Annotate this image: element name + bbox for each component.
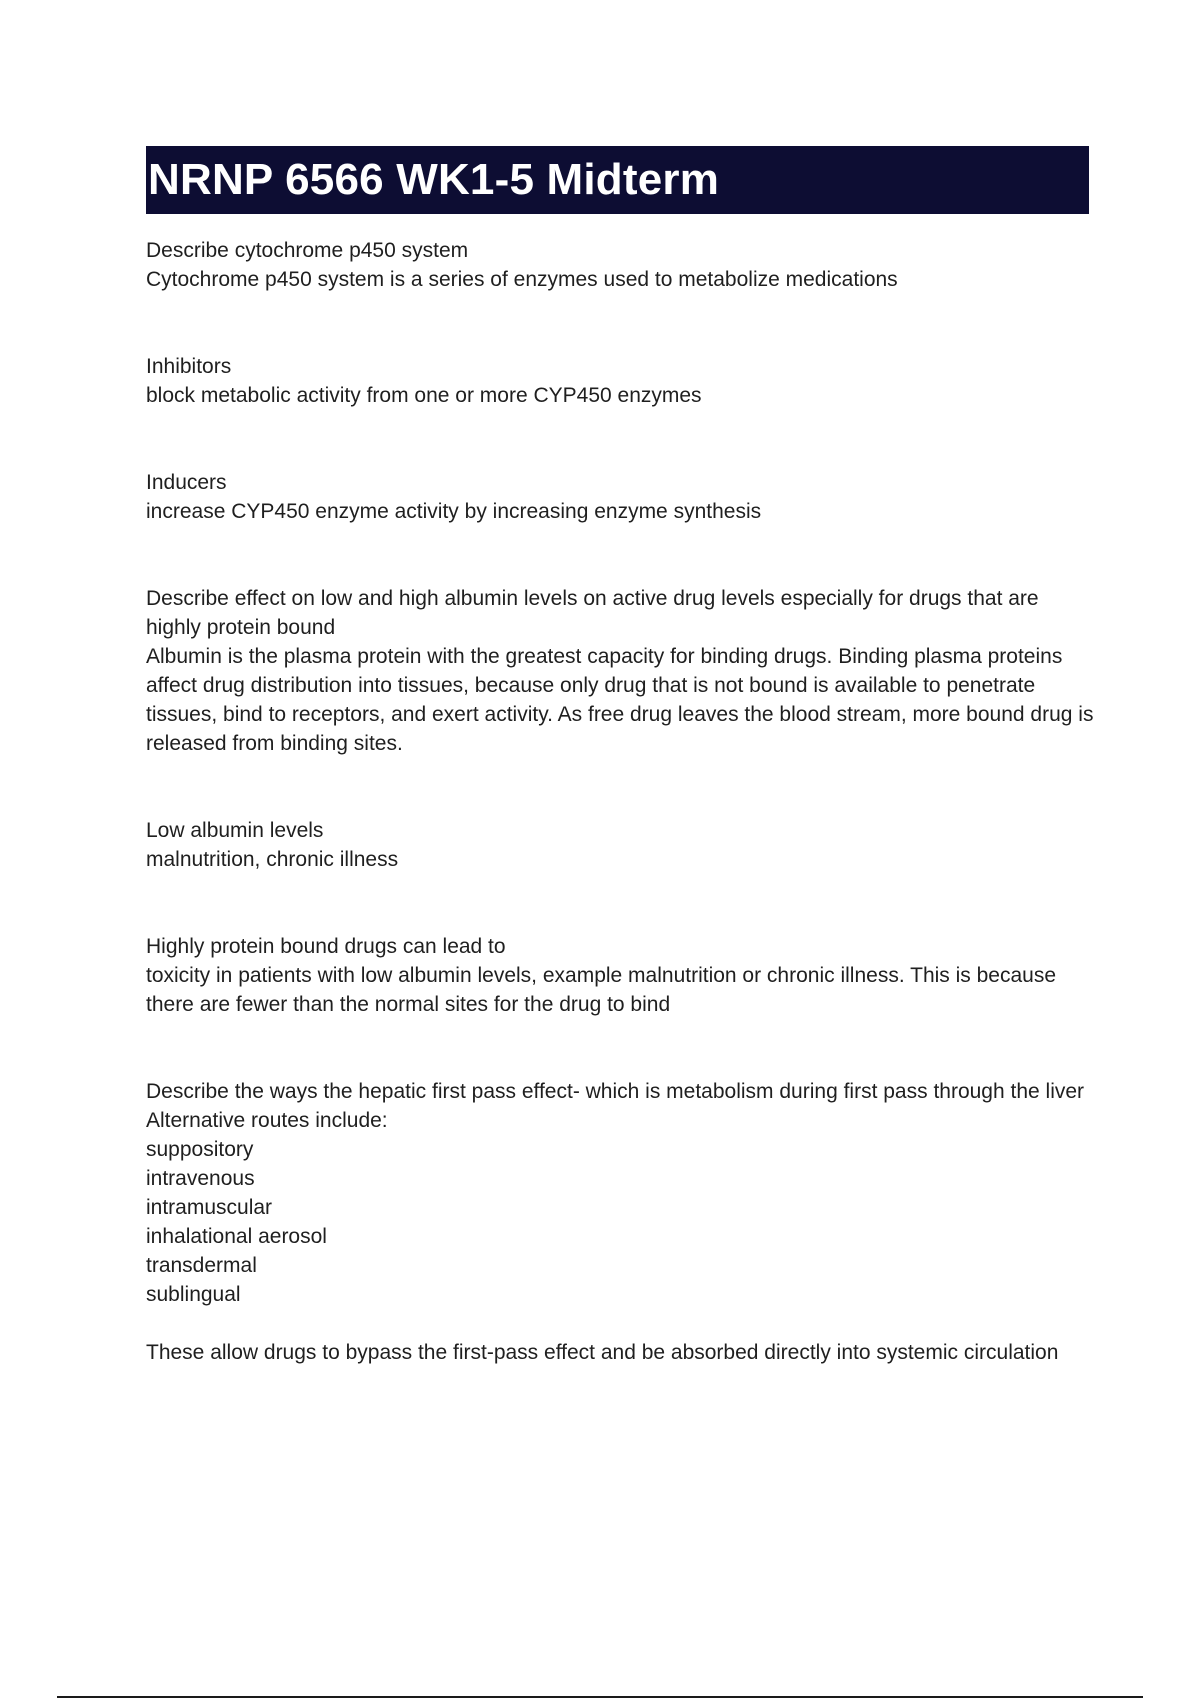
list-item: inhalational aerosol [146,1225,327,1248]
route-list [146,1135,1096,1309]
card-answer-intro: Alternative routes include: [146,1109,388,1132]
list-item: sublingual [146,1283,241,1306]
card-answer: toxicity in patients with low albumin levels, example malnutrition or chronic illness. This is because there are fewer than the normal sites for the drug to bind [146,964,1057,1016]
card-question: Describe the ways the hepatic first pass effect- which is metabolism during first pass through the liver [146,1080,1085,1103]
flashcard [146,352,1096,410]
card-question: Describe effect on low and high albumin levels on active drug levels especially for drugs that are highly protein bound [146,587,1039,639]
flashcard [146,236,1096,294]
footer-divider [57,1696,1143,1698]
title-banner [146,146,1089,214]
list-item: intramuscular [146,1196,273,1219]
card-question: Low albumin levels [146,819,324,842]
flashcard [146,1077,1096,1367]
card-answer: increase CYP450 enzyme activity by increasing enzyme synthesis [146,500,762,523]
page-title: NRNP 6566 WK1-5 Midterm [148,155,720,204]
list-item: transdermal [146,1254,257,1277]
list-item: intravenous [146,1167,255,1190]
card-question: Highly protein bound drugs can lead to [146,935,506,958]
flashcard [146,816,1096,874]
card-question: Describe cytochrome p450 system [146,239,469,262]
card-answer-outro: These allow drugs to bypass the first-pass effect and be absorbed directly into systemic circulation [146,1341,1059,1364]
card-answer: Albumin is the plasma protein with the greatest capacity for binding drugs. Binding plasma proteins affect drug distribution into tissues, because only drug that is not bound is available to penetrate tissues, bind to receptors, and exert activity. As free drug leaves the blood stream, more bound drug is released from binding sites. [146,645,1094,755]
card-question: Inhibitors [146,355,232,378]
spacer [146,1309,1096,1338]
card-answer: Cytochrome p450 system is a series of enzymes used to metabolize medications [146,268,898,291]
flashcard [146,932,1096,1019]
list-item: suppository [146,1138,254,1161]
card-question: Inducers [146,471,227,494]
flashcard [146,468,1096,526]
card-answer: block metabolic activity from one or more CYP450 enzymes [146,384,702,407]
flashcard-list [146,236,1096,1425]
flashcard [146,584,1096,758]
card-answer: malnutrition, chronic illness [146,848,399,871]
